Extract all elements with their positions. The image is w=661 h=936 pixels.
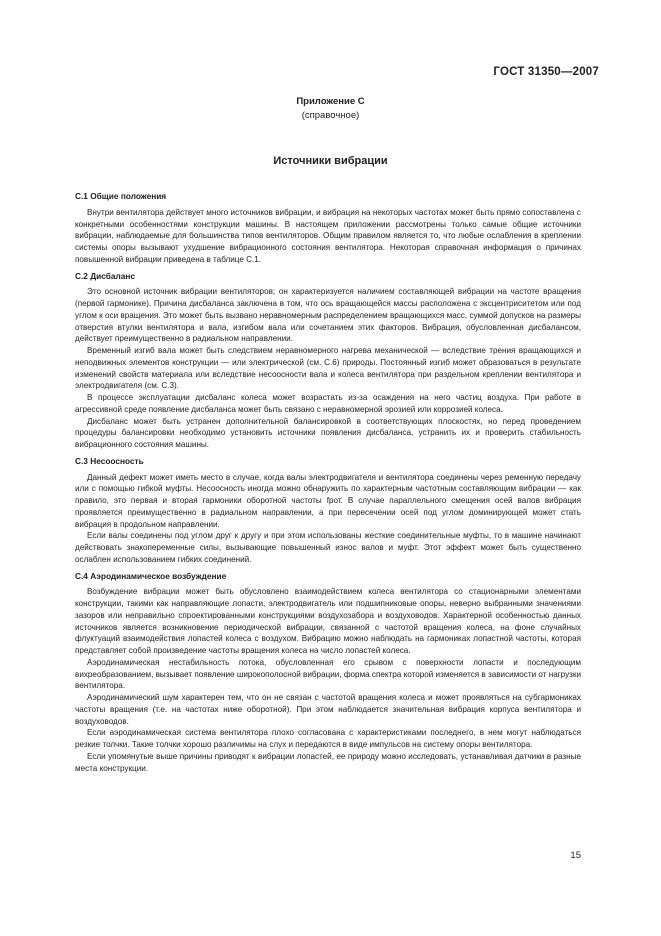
annex-kind: (справочное) (301, 110, 360, 121)
paragraph: В процессе эксплуатации дисбаланс колеса может возрастать из-за осаждения на него частиц воздуха. При работе в агрессивной среде появление дисбаланса может быть связано с неравномерной эрозией или коррозией колеса. (75, 393, 581, 414)
paragraph: Дисбаланс может быть устранен дополнительной балансировкой в соответствующих плоскостях, но перед проведением процедуры балансировки необходимо установить источники появления дисбаланса, устранить их и проверить стабильность вибрационного состояния машины. (75, 416, 581, 449)
paragraph: Если валы соединены под углом друг к другу и при этом использованы жесткие соединительные муфты, то в машине начинают действовать знакопеременные силы, вызывающие повышенный износ валов и муфт. Этот эффект может быть существенно ослаблен использованием гибких соединений. (75, 531, 581, 564)
paragraph: Если аэродинамическая система вентилятора плохо согласована с характеристиками последнего, в нем могут наблюдаться резкие толчки. Такие толчки хорошо различимы на слух и передаются в виде импульсов на систему опоры вентилятора. (75, 728, 581, 749)
section-heading: С.4 Аэродинамическое возбуждение (75, 570, 227, 581)
paragraph: Возбуждение вибрации может быть обусловлено взаимодействием колеса вентилятора со стационарными элементами конструкции, такими как направляющие лопасти, электродвигатель или подшипниковые опоры, неверно выбранными значениями зазоров или неправильно спроектированными конструкциями воздухозабора и воздуховодов. Характерной особенностью данных источников является возникновение периодической вибрации, связанной с частотой вращения колеса, на фоне случайных флуктуаций взаимодействия лопастей колеса с воздухом. Вибрацию можно наблюдать на гармониках лопастной частоты, которая представляет собой произведение частоты вращения колеса на число лопастей колеса. (75, 587, 581, 655)
section-imbalance (75, 271, 581, 451)
document-body (75, 191, 581, 779)
page-title: Источники вибрации (273, 155, 388, 167)
paragraph: Если упомянутые выше причины приводят к вибрации лопастей, ее природу можно исследовать, устанавливая датчики в разные места конструкции. (75, 751, 581, 773)
paragraph: Временный изгиб вала может быть следствием неравномерного нагрева механической — вследствие трения вращающихся и неподвижных элементов конструкции — или электрической (см. С.6) природы. Постоянный изгиб может образоваться в результате изменений свойств материала или вследствие несоосности вала и колеса вентилятора при раздельном креплении вентилятора и электродвигателя (см. С.3). (75, 346, 581, 391)
section-heading: С.3 Несоосность (75, 455, 144, 466)
section-misalignment (75, 456, 581, 566)
page-number: 15 (570, 850, 581, 861)
paragraph: Аэродинамическая нестабильность потока, обусловленная его срывом с поверхности лопасти и последующим вихреобразованием, вызывает появление широкополосной вибрации, форма спектра которой изменяется в зависимости от нагрузки вентилятора. (75, 657, 581, 691)
standard-number: ГОСТ 31350—2007 (493, 66, 599, 78)
section-aerodynamic (75, 571, 581, 775)
section-heading: С.2 Дисбаланс (75, 270, 135, 281)
paragraph: Внутри вентилятора действует много источников вибрации, и вибрация на некоторых частотах может быть прямо сопоставлена с конкретными особенностями конструкции машины. В настоящем приложении рассмотрены только самые общие источники вибрации, наблюдаемые для большинства типов вентиляторов. Общим правилом является то, что любые ослабления в креплении системы опоры вызывают ухудшение вибрационного состояния вентилятора. Некоторая справочная информация о причинах повышенной вибрации приведена в таблице С.1. (75, 207, 581, 264)
section-heading: С.1 Общие положения (75, 191, 167, 201)
annex-heading (0, 95, 661, 123)
annex-title: Приложение С (296, 96, 365, 107)
paragraph: Данный дефект может иметь место в случае, когда валы электродвигателя и вентилятора соединены через ременную передачу или с помощью гибкой муфты. Несоосность иногда можно обнаружить по характерным частотным составляющим вибрации — как правило, это первая и вторая гармоники оборотной частоты fрот. В случае параллельного смещения осей валов вибрация проявляется преимущественно в радиальном направлении, а при пересечении осей под углом доминирующей может стать вибрация в продольном направлении. (75, 472, 581, 529)
paragraph: Это основной источник вибрации вентиляторов; он характеризуется наличием составляющей вибрации на частоте вращения (первой гармонике). Причина дисбаланса заключена в том, что ось вращающейся массы расположена с эксцентриситетом или под углом к оси вращения. Это может быть вызвано неравномерным распределением вращающихся масс, суммой допусков на размеры отверстия втулки вентилятора и вала, изгибом вала или сочетанием этих факторов. Вибрация, обусловленная дисбалансом, действует преимущественно в радиальном направлении. (75, 287, 581, 344)
section-general (75, 191, 581, 266)
paragraph: Аэродинамический шум характерен тем, что он не связан с частотой вращения колеса и может проявляться на субгармониках частоты вращения (т.е. на частотах ниже оборотной). При этом наблюдается значительная вибрация корпуса вентилятора и воздуховодов. (75, 693, 581, 726)
